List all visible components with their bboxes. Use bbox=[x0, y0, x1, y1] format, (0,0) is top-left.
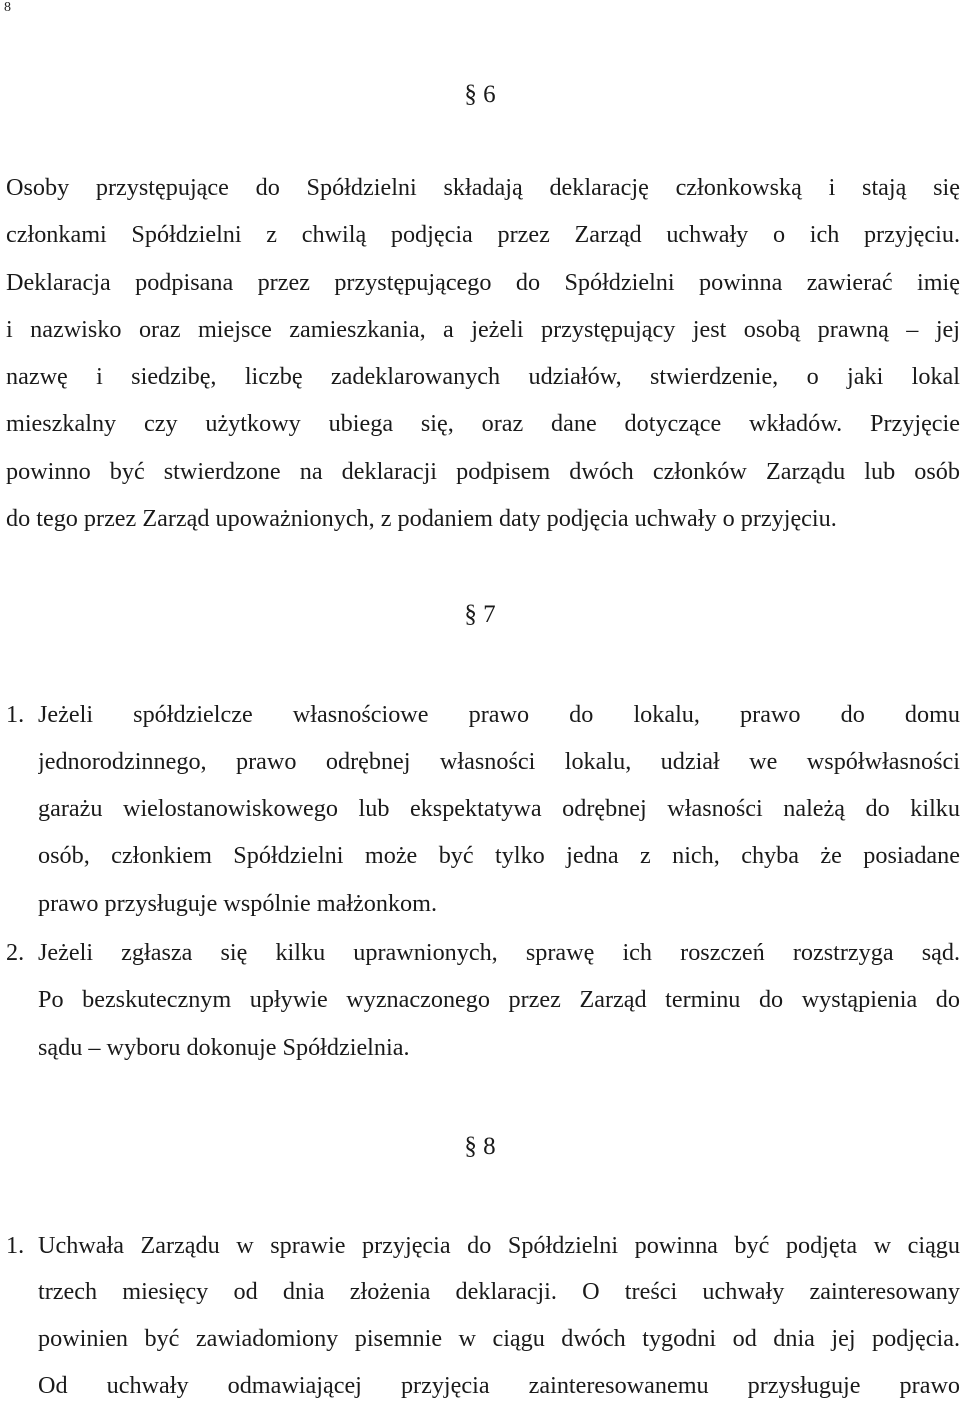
item-number: 1. bbox=[6, 701, 25, 728]
text-line: powinien być zawiadomiony pisemnie w ciągu dwóch tygodni od dnia jej podjęcia. bbox=[38, 1325, 960, 1352]
text-line: Jeżeli zgłasza się kilku uprawnionych, sprawę ich roszczeń rozstrzyga sąd. bbox=[38, 939, 960, 966]
text-line: trzech miesięcy od dnia złożenia deklaracji. O treści uchwały zainteresowany bbox=[38, 1278, 960, 1305]
text-line: jednorodzinnego, prawo odrębnej własności lokalu, udział we współwłasności bbox=[38, 748, 960, 775]
page-number: 8 bbox=[4, 0, 11, 15]
text-line: i nazwisko oraz miejsce zamieszkania, a jeżeli przystępujący jest osobą prawną – jej bbox=[6, 316, 960, 343]
text-line: do tego przez Zarząd upoważnionych, z podaniem daty podjęcia uchwały o przyjęciu. bbox=[6, 505, 837, 532]
text-line: powinno być stwierdzone na deklaracji podpisem dwóch członków Zarządu lub osób bbox=[6, 458, 960, 485]
text-line: mieszkalny czy użytkowy ubiega się, oraz dane dotyczące wkładów. Przyjęcie bbox=[6, 410, 960, 437]
section-heading-6: § 6 bbox=[464, 81, 496, 108]
text-line: Uchwała Zarządu w sprawie przyjęcia do Spółdzielni powinna być podjęta w ciągu bbox=[38, 1232, 960, 1259]
text-line: osób, członkiem Spółdzielni może być tylko jedna z nich, chyba że posiadane bbox=[38, 842, 960, 869]
item-number: 1. bbox=[6, 1232, 25, 1259]
section-heading-7: § 7 bbox=[464, 601, 496, 628]
text-line: garażu wielostanowiskowego lub ekspektatywa odrębnej własności należą do kilku bbox=[38, 795, 960, 822]
text-line: sądu – wyboru dokonuje Spółdzielnia. bbox=[38, 1034, 410, 1061]
text-line: Jeżeli spółdzielcze własnościowe prawo do lokalu, prawo do domu bbox=[38, 701, 960, 728]
text-line: Osoby przystępujące do Spółdzielni składają deklarację członkowską i stają się bbox=[6, 174, 960, 201]
item-number: 2. bbox=[6, 939, 25, 966]
text-line: Od uchwały odmawiającej przyjęcia zainteresowanemu przysługuje prawo bbox=[38, 1372, 960, 1399]
text-line: członkami Spółdzielni z chwilą podjęcia przez Zarząd uchwały o ich przyjęciu. bbox=[6, 221, 960, 248]
section-heading-8: § 8 bbox=[464, 1133, 496, 1160]
text-line: nazwę i siedzibę, liczbę zadeklarowanych udziałów, stwierdzenie, o jaki lokal bbox=[6, 363, 960, 390]
text-line: prawo przysługuje wspólnie małżonkom. bbox=[38, 890, 438, 917]
text-line: Deklaracja podpisana przez przystępującego do Spółdzielni powinna zawierać imię bbox=[6, 269, 960, 296]
text-line: Po bezskutecznym upływie wyznaczonego przez Zarząd terminu do wystąpienia do bbox=[38, 986, 960, 1013]
